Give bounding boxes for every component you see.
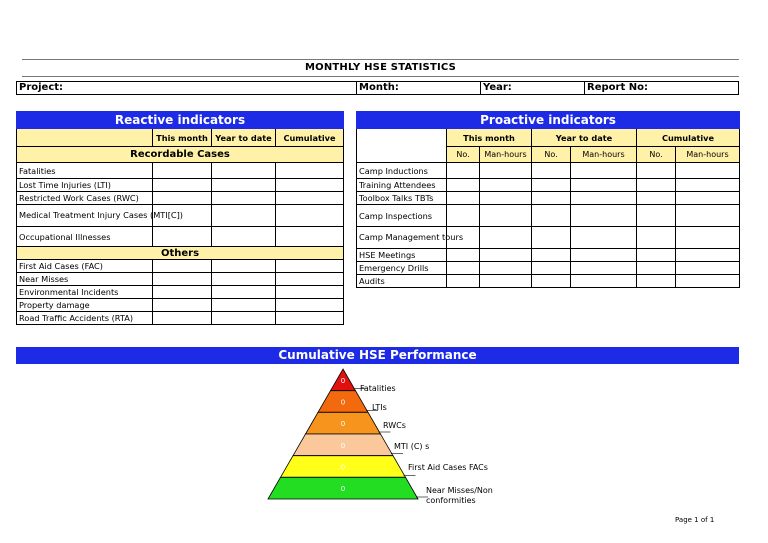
proactive-group-this-month: This month [447, 129, 532, 147]
reactive-row-label: Occupational Illnesses [17, 227, 153, 247]
proactive-subcol: No. [447, 147, 480, 163]
reactive-row-label: First Aid Cases (FAC) [17, 260, 153, 273]
reactive-row-label: Restricted Work Cases (RWC) [17, 192, 153, 205]
pyramid-label-fatalities: Fatalities [360, 384, 396, 393]
proactive-row-label: Camp Inspections [357, 205, 447, 227]
pyramid-label-ltis: LTIs [372, 403, 387, 412]
project-label: Project: [19, 82, 64, 93]
pyramid-value: 0 [340, 485, 346, 494]
year-label: Year: [483, 82, 512, 93]
proactive-subcol: Man-hours [571, 147, 637, 163]
reactive-heading: Reactive indicators [17, 112, 344, 129]
reactive-col-this-month: This month [153, 129, 212, 147]
pyramid-label-mtic: MTI (C) s [394, 442, 430, 451]
pyramid-label-fac: First Aid Cases FACs [408, 463, 488, 472]
pyramid-value: 0 [340, 441, 346, 450]
proactive-heading: Proactive indicators [357, 112, 740, 129]
pyramid-label-near-misses: Near Misses/Non conformities [426, 486, 493, 505]
pyramid-value: 0 [340, 398, 346, 407]
page-title: MONTHLY HSE STATISTICS [304, 62, 457, 73]
proactive-row-label: Camp Management tours [357, 227, 447, 249]
proactive-row-label: Camp Inductions [357, 163, 447, 179]
proactive-row-label: Toolbox Talks TBTs [357, 192, 447, 205]
page-number: Page 1 of 1 [675, 516, 715, 524]
proactive-subcol: No. [637, 147, 676, 163]
reactive-row-label: Fatalities [17, 163, 153, 179]
proactive-subcol: No. [532, 147, 571, 163]
reactive-row-label: Environmental Incidents [17, 286, 153, 299]
proactive-row-label: HSE Meetings [357, 249, 447, 262]
pyramid-value: 0 [340, 463, 346, 472]
proactive-row-label: Training Attendees [357, 179, 447, 192]
proactive-row-label: Audits [357, 275, 447, 288]
report-no-label: Report No: [587, 82, 648, 93]
month-label: Month: [359, 82, 399, 93]
reactive-col-ytd: Year to date [212, 129, 276, 147]
reactive-row-label: Lost Time Injuries (LTI) [17, 179, 153, 192]
proactive-row-label: Emergency Drills [357, 262, 447, 275]
reactive-row-label: Property damage [17, 299, 153, 312]
reactive-row-label: Medical Treatment Injury Cases (MTI[C]) [17, 205, 153, 227]
pyramid-label-rwcs: RWCs [383, 421, 406, 430]
recordable-heading: Recordable Cases [17, 147, 344, 163]
performance-heading: Cumulative HSE Performance [16, 347, 739, 364]
pyramid-value: 0 [340, 376, 346, 385]
reactive-col-cumulative: Cumulative [276, 129, 344, 147]
proactive-group-ytd: Year to date [532, 129, 637, 147]
reactive-row-label: Road Traffic Accidents (RTA) [17, 312, 153, 325]
proactive-subcol: Man-hours [480, 147, 532, 163]
others-heading: Others [17, 247, 344, 260]
pyramid-value: 0 [340, 420, 346, 429]
proactive-subcol: Man-hours [676, 147, 740, 163]
reactive-row-label: Near Misses [17, 273, 153, 286]
proactive-group-cumulative: Cumulative [637, 129, 740, 147]
